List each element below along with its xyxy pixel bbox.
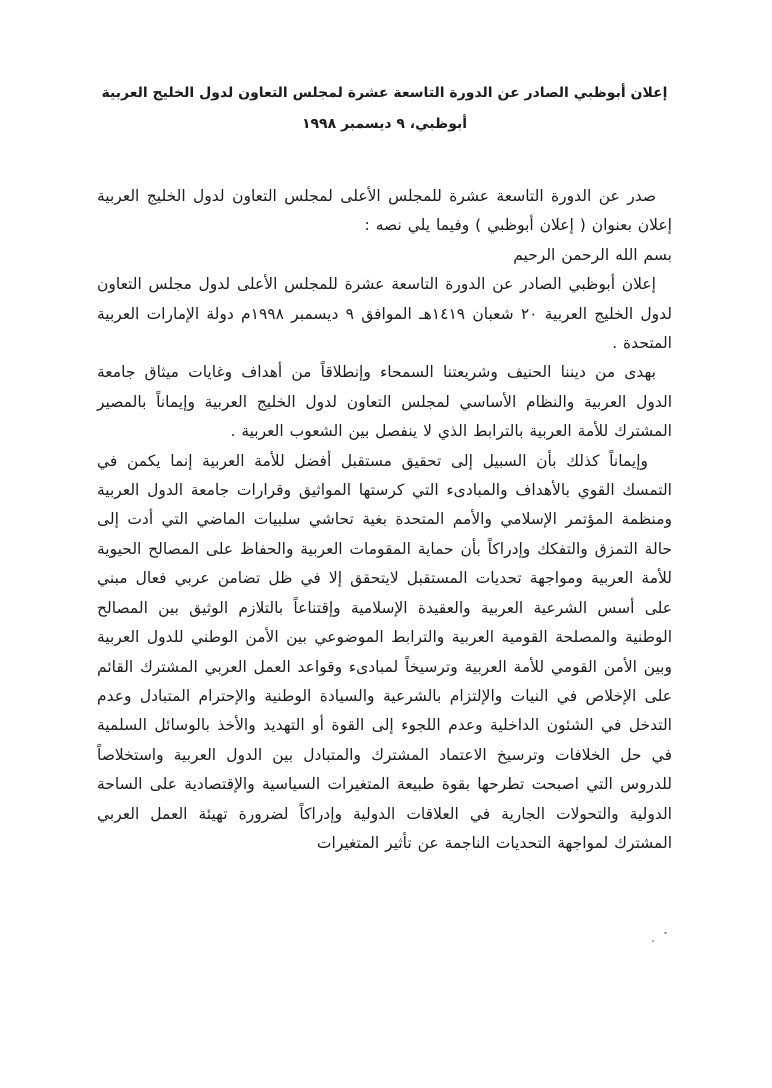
document-body bbox=[97, 182, 672, 858]
paragraph-main-body: وإيماناً كذلك بأن السبيل إلى تحقيق مستقبل أفضل للأمة العربية إنما يكمن في التمسك القوي بالأهداف والمبادىء التي كرستها المواثيق وقرارات جامعة الدول العربية ومنظمة المؤتمر الإسلامي والأمم المتحدة بغية تحاشي سلبيات الماضي التي أدت إلى حالة التمزق والتفكك وإدراكاً بأن حماية المقومات العربية والحفاظ على المصالح الحيوية للأمة العربية ومواجهة تحديات المستقبل لايتحقق إلا في ظل تضامن عربي فعال مبني على أسس الشرعية العربية والعقيدة الإسلامية وإقتناعاً بالتلازم الوثيق بين المصالح الوطنية والمصلحة القومية العربية والترابط الموضوعي بين الأمن الوطني للدول العربية وبين الأمن القومي للأمة العربية وترسيخاً لمبادىء وقواعد العمل العربي المشترك القائم على الإخلاص في النيات والإلتزام بالشرعية والسيادة الوطنية والإحترام المتبادل وعدم التدخل في الشئون الداخلية وعدم اللجوء إلى القوة أو التهديد والأخذ بالوسائل السلمية في حل الخلافات وترسيخ الاعتماد المشترك والمتبادل بين الدول العربية واستخلاصاً للدروس التي اصبحت تطرحها بقوة طبيعة المتغيرات السياسية والإقتصادية على الساحة الدولية والتحولات الجارية في العلاقات الدولية وإدراكاً لضرورة تهيئة العمل العربي المشترك لمواجهة التحديات الناجمة عن تأثير المتغيرات bbox=[97, 451, 672, 852]
title-line-1: إعلان أبوظبي الصادر عن الدورة التاسعة عشرة لمجلس التعاون لدول الخليج العربية bbox=[101, 85, 668, 101]
title-line-2: أبوظبي، ٩ ديسمبر ١٩٩٨ bbox=[301, 116, 468, 132]
scan-artifact bbox=[664, 932, 667, 934]
scan-artifact bbox=[652, 940, 654, 942]
paragraph-preamble: بهدى من ديننا الحنيف وشريعتنا السمحاء وإنطلاقاً من أهداف وغايات ميثاق جامعة الدول العربية والنظام الأساسي لمجلس التعاون لدول الخليج العربية وإيماناً بالمصير المشترك للأمة العربية بالترابط الذي لا ينفصل بين الشعوب العربية . bbox=[97, 363, 672, 441]
document-title bbox=[97, 78, 672, 140]
paragraph-intro: صدر عن الدورة التاسعة عشرة للمجلس الأعلى لمجلس التعاون لدول الخليج العربية إعلان بعنوان ( إعلان أبوظبي ) وفيما يلي نصه : bbox=[97, 187, 672, 235]
paragraph-declaration-heading: إعلان أبوظبي الصادر عن الدورة التاسعة عشرة للمجلس الأعلى لدول مجلس التعاون لدول الخليج العربية ٢٠ شعبان ١٤١٩هـ الموافق ٩ ديسمبر ١٩٩٨م دولة الإمارات العربية المتحدة . bbox=[97, 275, 672, 353]
paragraph-basmala: بسم الله الرحمن الرحيم bbox=[513, 245, 672, 264]
document-content bbox=[97, 78, 672, 858]
